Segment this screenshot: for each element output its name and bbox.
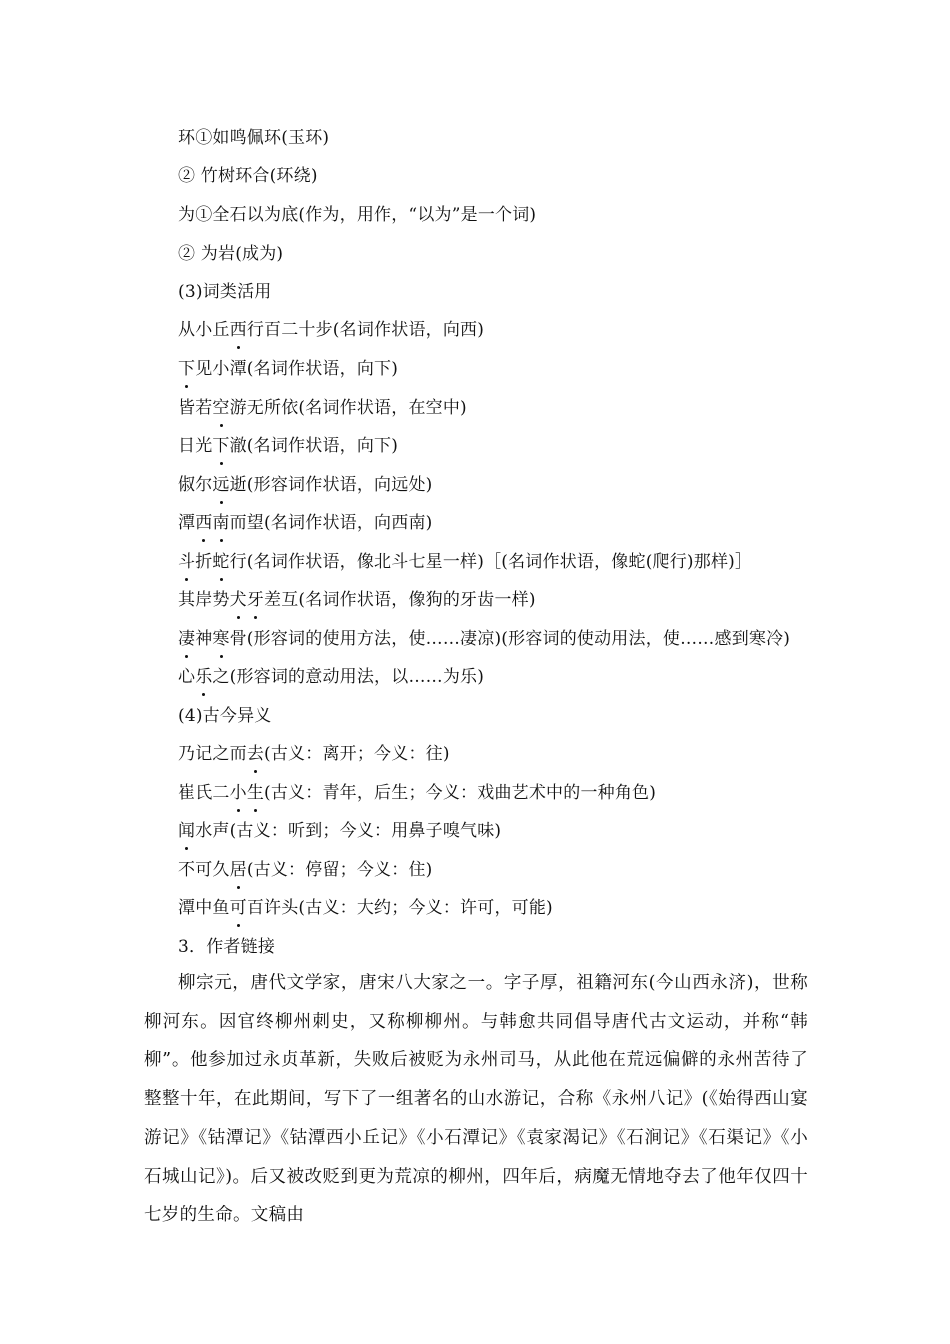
dotted-char: 远 [212,475,230,495]
text-segment: 百许头(古义：大约；今义：许可，可能) [246,898,553,918]
dotted-char: 下 [178,359,196,379]
section-heading-ancient-modern [178,705,271,727]
text-segment: 而望(名词作状语，向西南) [229,513,433,533]
text-segment: 游无所依(名词作状语，在空中) [229,398,467,418]
vocab-line-9 [178,435,398,457]
vocab-line-3 [178,204,536,226]
text-segment: (4)古今异义 [178,706,272,726]
text-segment: 之(形容词的意动用法，以……为乐) [212,667,485,687]
vocab-line-1 [178,127,329,149]
text-segment: 为①全石以为底(作为，用作，“以为”是一个词) [178,205,537,225]
text-segment: (古义：离开；今义：往) [264,744,450,764]
text-segment: 从小丘 [178,320,230,340]
text-segment: 俶尔 [178,475,213,495]
dotted-char: 生 [246,783,265,803]
text-segment: 3．作者链接 [178,937,276,957]
dotted-char: 斗 [178,552,196,572]
text-segment: 潭 [178,513,196,533]
dotted-char: 闻 [178,821,196,841]
dotted-char: 犬 [229,590,247,610]
author-paragraph: 柳宗元，唐代文学家，唐宋八大家之一。字子厚，祖籍河东(今山西永济)，世称柳河东。因官终柳州刺史，又称柳柳州。与韩愈共同倡导唐代古文运动，并称“韩柳”。他参加过永贞革新，失败后被贬为永州司马，从此他在荒远偏僻的永州苦待了整整十年，在此期间，写下了一组著名的山水游记，合称《永州八记》(《始得西山宴游记》《钴潭记》《钴潭西小丘记》《小石潭记》《袁家渴记》《石涧记》《石渠记》《小石城山记》)。后又被改贬到更为荒凉的柳州，四年后，病魔无情地夺去了他年仅四十七岁的生命。文稿由 [144,973,808,1226]
text-segment: 不可久 [178,860,230,880]
dotted-char: 空 [212,398,230,418]
text-segment: 差互(名词作状语，像狗的牙齿一样) [264,590,536,610]
vocab-line-15 [178,666,484,688]
vocab-line-19 [178,820,501,842]
vocab-line-17 [178,743,450,765]
vocab-line-18 [178,782,656,804]
text-segment: 逝(形容词作状语，向远处) [229,475,433,495]
vocab-line-2 [178,165,318,187]
section-heading-author [178,936,275,958]
text-segment: 行百二十步(名词作状语，向西) [246,320,485,340]
text-segment: 骨(形容词的使用方法，使……凄凉)(形容词的使动用法，使……感到寒冷) [229,629,791,649]
vocab-line-21 [178,897,553,919]
dotted-char: 凄 [178,629,196,649]
text-segment: 澈(名词作状语，向下) [229,436,399,456]
dotted-char: 去 [246,744,265,764]
dotted-char: 牙 [246,590,265,610]
dotted-char: 可 [229,898,247,918]
vocab-line-13 [178,589,536,611]
text-segment: (古义：青年，后生；今义：戏曲艺术中的一种角色) [264,783,657,803]
text-segment: (3)词类活用 [178,282,272,302]
dotted-char: 南 [212,513,230,533]
text-segment: 心 [178,667,196,687]
text-segment: 崔氏二 [178,783,230,803]
vocab-line-7 [178,358,398,380]
section-heading-word-class [178,281,271,303]
dotted-char: 西 [229,320,247,340]
text-segment: 乃记之而 [178,744,247,764]
vocab-line-6 [178,319,484,341]
vocab-line-8 [178,397,467,419]
dotted-char: 蛇 [212,552,230,572]
dotted-char: 居 [229,860,247,880]
dotted-char: 乐 [195,667,213,687]
vocab-line-11 [178,512,432,534]
vocab-line-12 [178,551,752,573]
text-segment: 神 [195,629,213,649]
text-segment: 见小潭(名词作状语，向下) [195,359,399,379]
vocab-line-10 [178,474,432,496]
dotted-char: 下 [212,436,230,456]
vocab-line-20 [178,859,432,881]
text-segment: 行(名词作状语，像北斗七星一样)［(名词作状语，像蛇(爬行)那样)］ [229,552,753,572]
dotted-char: 西 [195,513,213,533]
text-segment: ② 为岩(成为) [178,244,284,264]
text-segment: 潭中鱼 [178,898,230,918]
text-segment: 其岸势 [178,590,230,610]
vocab-line-14 [178,628,790,650]
text-segment: 折 [195,552,213,572]
text-segment: (古义：停留；今义：住) [246,860,433,880]
dotted-char: 寒 [212,629,230,649]
dotted-char: 小 [229,783,247,803]
text-segment: 环①如鸣佩环(玉环) [178,128,330,148]
text-segment: 皆若 [178,398,213,418]
text-segment: ② 竹树环合(环绕) [178,166,318,186]
text-segment: 日光 [178,436,213,456]
text-segment: 水声(古义：听到；今义：用鼻子嗅气味) [195,821,502,841]
vocab-line-4 [178,243,283,265]
